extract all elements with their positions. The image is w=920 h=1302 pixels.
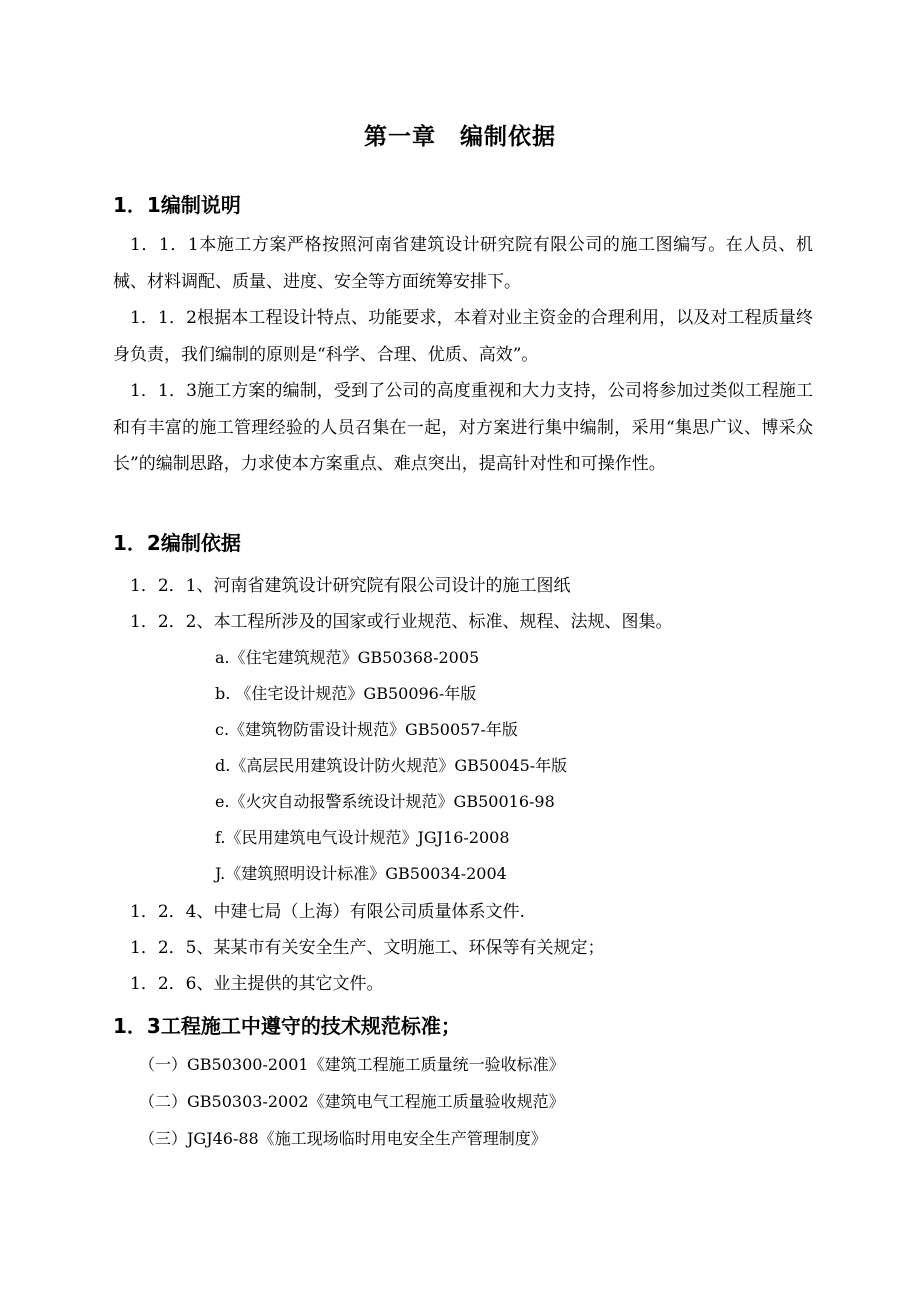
paragraph-1-1-2: 1．1．2根据本工程设计特点、功能要求，本着对业主资金的合理利用，以及对工程质量终身负责，我们编制的原则是“科学、合理、优质、高效”。 [113, 308, 813, 365]
list-item-1-2-2: 1．2．2、本工程所涉及的国家或行业规范、标准、规程、法规、图集。 [130, 612, 673, 632]
paragraph-1-1-1: 1．1．1本施工方案严格按照河南省建筑设计研究院有限公司的施工图编写。在人员、机械、材料调配、质量、进度、安全等方面统筹安排下。 [113, 235, 813, 292]
reference-item: a.《住宅建筑规范》GB50368-2005 [215, 648, 480, 667]
paragraph-1-1-3: 1．1．3施工方案的编制，受到了公司的高度重视和大力支持，公司将参加过类似工程施工和有丰富的施工管理经验的人员召集在一起，对方案进行集中编制，采用“集思广议、博采众长”的编制思路，力求使本方案重点、难点突出，提高针对性和可操作性。 [113, 381, 813, 474]
standard-item: （三）JGJ46-88《施工现场临时用电安全生产管理制度》 [139, 1129, 547, 1148]
reference-item: J.《建筑照明设计标准》GB50034-2004 [215, 864, 507, 883]
section-heading-1-3: 1．3工程施工中遵守的技术规范标准； [113, 1014, 461, 1038]
reference-item: f.《民用建筑电气设计规范》JGJ16-2008 [215, 828, 510, 847]
chapter-title: 第一章 编制依据 [364, 124, 556, 150]
list-item-1-2-4: 1．2．4、中建七局（上海）有限公司质量体系文件. [130, 902, 525, 922]
reference-item: d.《高层民用建筑设计防火规范》GB50045-年版 [215, 756, 568, 775]
reference-item: e.《火灾自动报警系统设计规范》GB50016-98 [215, 792, 555, 811]
standard-item: （二）GB50303-2002《建筑电气工程施工质量验收规范》 [139, 1092, 565, 1111]
list-item-1-2-5: 1．2．5、某某市有关安全生产、文明施工、环保等有关规定； [130, 938, 605, 958]
section-heading-1-1: 1．1编制说明 [113, 193, 241, 217]
reference-item: c.《建筑物防雷设计规范》GB50057-年版 [215, 720, 518, 739]
reference-item: b. 《住宅设计规范》GB50096-年版 [215, 684, 477, 703]
standard-item: （一）GB50300-2001《建筑工程施工质量统一验收标准》 [139, 1055, 565, 1074]
section-heading-1-2: 1．2编制依据 [113, 531, 241, 555]
list-item-1-2-1: 1．2．1、河南省建筑设计研究院有限公司设计的施工图纸 [130, 576, 571, 596]
list-item-1-2-6: 1．2．6、业主提供的其它文件。 [130, 974, 384, 994]
